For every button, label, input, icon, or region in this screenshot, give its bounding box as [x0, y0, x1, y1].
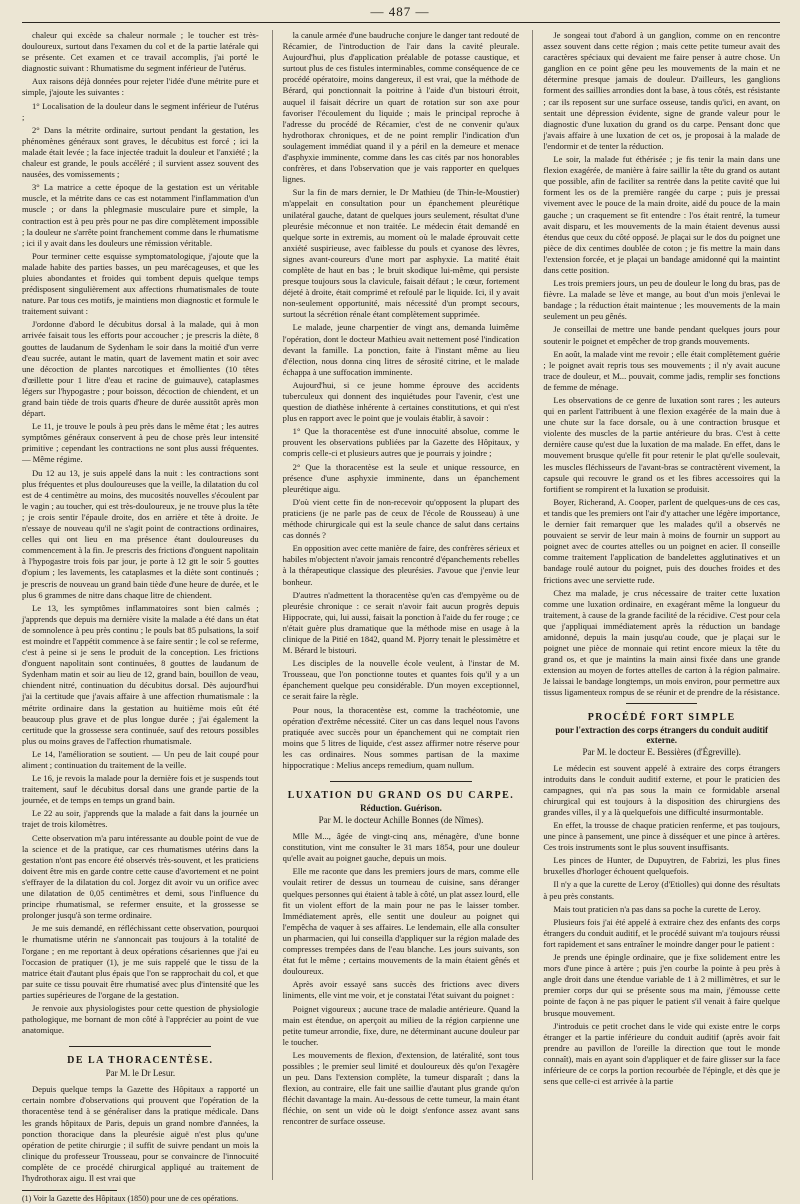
article-byline: Par M. le docteur Achille Bonnes (de Nîmes). [318, 815, 484, 826]
paragraph: Je renvoie aux physiologistes pour cette question de physiologie pathologique, me bornant de mon côté à l'apprécier au point de vue anatomique. [22, 1002, 259, 1036]
paragraph: J'introduis ce petit crochet dans le vide qui existe entre le corps étranger et la partie inférieure du conduit auditif (après avoir fait prendre au pavillon de l'oreille la direction que tout le monde connaît), mais en ayant soin d'appliquer et de faire glisser sur la face inférieure de ce corps la portion recourbée de l'épingle, et dès que je sens que celle-ci est arrivée à la partie [543, 1020, 781, 1087]
article-byline: Par M. le Dr Lesur. [105, 1068, 176, 1079]
column-2-body [283, 30, 520, 771]
article-subtitle: Réduction. Guérison. [360, 803, 442, 814]
paragraph: Le 22 au soir, j'apprends que la malade a fait dans la journée un trajet de trois kilomètres. [22, 808, 259, 830]
paragraph: Je prends une épingle ordinaire, que je fixe solidement entre les mors d'une pince à artère ; puis j'en courbe la pointe à peu près à angle droit dans une étendue variable de 1 à 2 millimètres, et sur le premier corps dur qui se présente sous ma main, j'émousse cette pointe de façon à ne pas piquer le patient s'il venait à faire quelque brusque mouvement. [543, 952, 781, 1018]
paragraph: Elle me raconte que dans les premiers jours de mars, comme elle voulait retirer de dessus un tourneau de cuisine, sans déranger quelques personnes qui étaient à table à côté, un plat assez lourd, elle fit un violent effort de la main pour ne pas le laisser tomber. Immédiatement après, elle sentit une douleur au poignet qui l'empêcha de vaquer à ses affaires. Le lendemain, elle alla consulter un pharmacien, qui lui conseilla d'appliquer sur la région malade des compresses trempées dans de l'eau blanche. Les jours suivants, son état fut le même ; certains mouvements de la main étaient gênés et douloureux. [282, 866, 520, 977]
paragraph: En opposition avec cette manière de faire, des confrères sérieux et habiles m'objectent n'avoir jamais rencontré d'épanchements rebelles à la thérapeutique classique des pleurésies. J'avoue que j'envie leur bonheur. [282, 543, 520, 587]
section-divider [69, 1046, 211, 1047]
paragraph: Du 12 au 13, je suis appelé dans la nuit : les contractions sont plus fréquentes et plus douloureuses que la veille, la dilatation du col est de 4 centimètre au moins, des mucosités nouvelles s'écoulent par le vagin ; au toucher, qui est très-douloureux, je ne trouve plus la tête ; je crois sentir l'épaule droite, dos en arrière et tête à droite. Je n'essaye de nouveau qu'il ne s'agit point de contractions ordinaires, celles qui ont lieu en ma présence étant douloureuses du commencement à la fin. Je prescris des frictions d'onguent napolitain à l'hypogastre trois fois par jour, je porte à 12 gtt le soir 5 gouttes d'opium ; les lavements, les cataplasmes et la diète sont continués ; je prescris de nouveau un grand bain tiède d'une heure de durée, et le plus 6 grammes de nitre dans chaque litre de chiendent. [22, 467, 259, 600]
paragraph: 2° Dans la métrite ordinaire, surtout pendant la gestation, les phénomènes généraux sont graves, le décubitus est forcé ; ici la malade était levée ; la face injectée traduit la douleur et l'anxiété ; la chaleur est grande, le pouls accéléré ; il survient assez souvent des nausées, des vomissements ; [22, 124, 259, 180]
paragraph: Mais tout praticien n'a pas dans sa poche la curette de Leroy. [553, 903, 761, 914]
paragraph: Pour nous, la thoracentèse est, comme la trachéotomie, une opération d'extrême nécessité. Citer un cas dans lequel nous l'avons pratiquée avec succès pour un épanchement qui ne comptait rien moins que 5 litres de liquide, c'est assez affirmer notre réserve pour les cas ordinaires. Nous sommes partisan de la maxime hippocratique : Melius anceps remedium, quam nullum. [282, 704, 520, 770]
paragraph: En effet, la trousse de chaque praticien renferme, et pas toujours, une pince à pansement, une pince à disséquer et une pince à artères. Ces trois instruments sont le plus souvent insuffisants. [543, 820, 781, 853]
column-3-body [543, 30, 780, 699]
paragraph: D'où vient cette fin de non-recevoir qu'opposent la plupart des praticiens (je ne parle pas de ceux de l'école de Rousseau) à une méthode chirurgicale qui est la seule chance de salut dans certains cas donnés ? [282, 496, 520, 541]
footnote: (1) Voir la Gazette des Hôpitaux (1850) pour une de ces opérations. [22, 1194, 239, 1204]
paragraph: Plusieurs fois j'ai été appelé à extraire chez des enfants des corps étrangers du conduit auditif, et le procédé suivant m'a toujours réussi fort rapidement et sans entraîner le moindre danger pour le patient : [543, 916, 781, 949]
column-1-article-body [22, 1084, 259, 1184]
paragraph: Après avoir essayé sans succès des frictions avec divers liniments, elle vint me voir, et je constatai l'état suivant du poignet : [282, 979, 520, 1001]
article-title: DE LA THORACENTÈSE. [67, 1055, 214, 1067]
section-divider [626, 703, 697, 704]
paragraph: Il n'y a que la curette de Leroy (d'Etiolles) qui donne des résultats à peu près constants. [543, 879, 781, 901]
paragraph: la canule armée d'une baudruche conjure le danger tant redouté de Récamier, de l'introduction de l'air dans la cavité pleurale. Aujourd'hui, plus d'application préalable de potasse caustique, et surtout plus de ces fistules interminables, comme conséquence de ce procédé opératoire, moins dangereux, il est vrai, que la méthode de Bérard, qui ponctionnait la poitrine à l'aide d'un bistouri étroit, auquel il faisait décrire un quart de rotation sur son axe pour favoriser l'écoulement du liquide ; mais le principal reproche à l'adresse du procédé de Récamier, c'est de ne convenir qu'aux hydrothorax chroniques, et de ne point remplir l'indication d'un soulagement immédiat quand il y a péril en la demeure et menace d'asphyxie imminente, comme dans les cas cités par nos honorables confrères, et dans l'observation que je vais rapporter en quelques lignes. [282, 30, 520, 185]
paragraph: Les observations de ce genre de luxation sont rares ; les auteurs qui en parlent l'attribuent à une flexion exagérée de la main due à une chute sur la face dorsale, ou à une contraction brusque et violente des muscles de la partie antérieure du bras. C'est à cette dernière cause qu'est due la luxation de ma malade. En effet, dans le mouvement brusque qu'elle fit pour retenir le plat qu'elle soulevait, les muscles fléchisseurs de l'avant-bras se contractèrent vivement, la capsule qui recouvre le grand os et les fibres accessoires qui la fortifient se rompirent et la luxation se produisit. [543, 395, 781, 494]
article-title: PROCÉDÉ FORT SIMPLE [587, 711, 736, 723]
paragraph: Les trois premiers jours, un peu de douleur le long du bras, pas de fièvre. La malade se lève et mange, au bout d'un mois j'enlevai le bandage ; la réduction était maintenue ; les mouvements de la main seulement un peu gênés. [543, 278, 781, 322]
paragraph: Les pinces de Hunter, de Dupuytren, de Fabrizi, les plus fines bruxelles d'horloger échouent quelquefois. [543, 855, 781, 877]
footnote-rule [22, 1190, 117, 1191]
paragraph: Aujourd'hui, si ce jeune homme éprouve des accidents tuberculeux qui donnent des inquiétudes pour l'avenir, c'est une question de diathèse inhérente à certaines constitutions, et qui n'est plus en rapport avec le point que je voulais établir, à savoir : [282, 379, 520, 424]
paragraph: Je me suis demandé, en réfléchissant cette observation, pourquoi le rhumatisme utérin ne s'annoncait pas toujours à la totalité de l'organe ; en me reportant à deux opérations césariennes que j'ai eu l'occasion de pratiquer (1), je me suis rappelé que le tissu de la matrice était d'autant plus épais que l'on se rapprochait du col, et que par suite ce tissu pouvait être rhumatisé avec plus d'intensité que les parties supérieures de l'organe de la gestation. [22, 923, 259, 1000]
paragraph: Chez ma malade, je crus nécessaire de traiter cette luxation comme une luxation ordinaire, en exagérant même la longueur du traitement, à cause de la grande facilité de la récidive. C'est pour cela que j'appliquai immédiatement après la réduction un bandage amidonné, depuis la main jusqu'au coude, que je plaçai sur le poignet une pièce de monnaie qui retint encore mieux la tête du grand os, et que je maintins la main ainsi fixée dans une grande extension au moyen de fortes attelles de carton à la région palmaire. Je laissai le bandage longtemps, un mois environ, pour permettre aux tissus ligamenteux rompus de se réunir et de prendre de la résistance. [543, 587, 781, 698]
paragraph: Boyer, Richerand, A. Cooper, parlent de quelques-uns de ces cas, et tandis que les premiers ont l'air d'y attacher une légère importance, le dernier fait remarquer que les malades qu'il a observés ne pouvaient se servir de leur main à moins de fournir un support au poignet avec de courtes attelles ou un poignet en acier. Il conseille comme traitement l'application de bandelettes agglutinatives et un bandage roulé autour du poignet, puis des douches froides et des frictions avec une serviette rude. [543, 496, 781, 585]
paragraph: Pour terminer cette esquisse symptomatologique, j'ajoute que la malade habite des parties basses, un peu marécageuses, et que les pluies abondantes et froides qui tombent depuis quelque temps prédisposent singulièrement aux affections rhumatismales de toute nature. Par tous ces motifs, je maintiens mon diagnostic et formule le traitement suivant : [22, 250, 259, 317]
paragraph: Le 14, l'amélioration se soutient. — Un peu de lait coupé pour aliment ; continuation du traitement de la veille. [22, 748, 259, 770]
paragraph: 1° Que la thoracentèse est d'une innocuité absolue, comme le prouvent les observations publiées par la Gazette des Hôpitaux, y compris celle-ci et plusieurs autres que je pourrais y joindre ; [282, 426, 520, 459]
paragraph: Poignet vigoureux ; aucune trace de maladie antérieure. Quand la main est étendue, on aperçoit au milieu de la région carpienne une petite tumeur arrondie, fixe, dure, ne déterminant aucune douleur par le toucher. [282, 1003, 520, 1047]
columns [22, 30, 781, 1204]
paragraph: 2° Que la thoracentèse est la seule et unique ressource, en présence d'une asphyxie imminente, dans un épanchement pleurétique aigu. [282, 461, 520, 494]
paragraph: J'ordonne d'abord le décubitus dorsal à la malade, qui à mon arrivée faisait tous les efforts pour accoucher ; je prescris la diète, 8 gouttes de laudanum de Sydenham le soir dans la moitié d'un verre d'eau sucrée, autant le matin, quart de lavement matin et soir avec une décoction de plantes narcotiques et émollientes (10 têtes d'œillette pour 1 litre d'eau et racine de guimauve), cataplasmes légers sur l'hypogastre ; pour boisson, décoction de chiendent, et un grand bain tiède de trois quarts d'heure de durée aussitôt après mon départ. [22, 319, 259, 419]
article-subtitle: pour l'extraction des corps étrangers du conduit auditif externe. [555, 724, 768, 745]
paragraph: Je songeai tout d'abord à un ganglion, comme on en rencontre assez souvent dans cette région ; mais cette petite tumeur avait des caractères spéciaux qui devaient me faire penser à autre chose. Un ganglion en ce point gêne peu les mouvements de la main et ne détermine presque jamais de douleur. D'ailleurs, les ganglions forment des saillies arrondies dont la base, à tous côtés, est résistante ; car ils reposent sur une surface osseuse, tandis qu'ici, en avant, on sentait une dépression évidente, signe de grande valeur pour le diagnostic d'une luxation du grand os du carpe. Pensant donc que j'avais affaire à une luxation de cet os, je proposai à la malade de l'endormir et de tenter la réduction. [543, 30, 781, 151]
paragraph: 1° Localisation de la douleur dans le segment inférieur de l'utérus ; [22, 100, 259, 122]
column-3 [532, 30, 780, 1180]
header-rule [22, 22, 780, 23]
paragraph: 3° La matrice a cette époque de la gestation est un véritable muscle, et la métrite dans ce cas est notamment l'inflammation d'un muscle ; or dans la phlegmasie musculaire pure et simple, la contraction est à peu près pour ne pas dire complètement impossible ; la douleur ne s'arrête point franchement comme dans le rhumatisme ; ici il y avait dans les douleurs une rémission véritable. [22, 182, 259, 248]
paragraph: Le soir, la malade fut éthérisée ; je fis tenir la main dans une flexion exagérée, de manière à faire saillir la tête du grand os autant que possible, afin de faciliter sa rentrée dans la petite cavité que lui forment les os de la première rangée du carpe ; puis je pressai vivement avec le pouce de la main droite, aidé du pouce de la main gauche ; un craquement se fit entendre : l'os était rentré, la tumeur avait disparu, et les mouvements de la main étaient devenus aussi étendus que ceux du côté opposé. Je plaçai sur le dos du poignet une pièce de dix centimes doublée de coton ; je fis mettre la main dans l'extension forcée, et je plaçai un bandage amidonné qui la maintint dans cette position. [543, 154, 781, 275]
article-title: LUXATION DU GRAND OS DU CARPE. [287, 790, 515, 802]
paragraph: Le 13, les symptômes inflammatoires sont bien calmés ; j'apprends que depuis ma dernière visite la malade a été dans un état de somnolence à peu près continu ; le pouls bat 85 pulsations, la soif est moindre et l'appétit commence à se faire sentir ; le col se referme, c'est à peine si je sens le produit de la conception. Les frictions d'onguent napolitain sont continuées, 8 gouttes de laudanum de Sydenham matin et soir au lieu de 12, grand bain, bouillon de veau, chiendent nitré, continuation du décubitus dorsal. Dès aujourd'hui j'ai la certitude que j'avais affaire à une affection rhumatismale : la métrite ordinaire dans la gestation au huitième mois eût été beaucoup plus grave et de plus longue durée ; j'ai également la certitude que la grossesse sera continuée, sauf des retours possibles plus ou moins graves de l'affection rhumatismale. [22, 602, 259, 746]
paragraph: Les mouvements de flexion, d'extension, de latéralité, sont tous possibles ; le premier seul limité et douloureux dès qu'on l'exagère un peu. Dans l'extension complète, la tumeur disparaît ; dans la flexion, au contraire, elle fait une saillie d'autant plus grande qu'on fléchit davantage la main. Au-dessous de cette tumeur, la main étant fléchie, on sent un vide où le doigt s'enfonce assez avant sans rencontrer de surface osseuse. [282, 1049, 520, 1127]
column-1-body [22, 30, 259, 1036]
section-divider [330, 781, 472, 782]
paragraph: Sur la fin de mars dernier, le Dr Mathieu (de Thin-le-Moustier) m'appelait en consultation pour un épanchement pleurétique unilatéral gauche, datant de quelques jours seulement, résultat d'une pleurésie méconnue et non traitée. Le médecin était demandé en quelque sorte in extremis, au moment où le malade éprouvait cette anxiété suspirieuse, avec faiblesse du pouls et cyanose des lèvres, signes avant-coureurs d'une mort par asphyxie. La matité était complète de haut en bas ; le bruit skodique lui-même, qui persiste presque toujours sous la clavicule, faisait défaut ; le cœur, fortement déjeté à droite, était comprimé et refoulé par le liquide. Ici, il y avait non-seulement opportunité, mais nécessité d'un prompt secours, surtout la sécrétion rénale étant complètement supprimée. [282, 187, 520, 320]
article-byline: Par M. le docteur E. Bessières (d'Égreville). [582, 746, 741, 757]
paragraph: Le 16, je revois la malade pour la dernière fois et je suspends tout traitement, sauf le décubitus dorsal dans une grande partie de la journée, et de temps en temps un grand bain. [22, 773, 259, 806]
column-2 [272, 30, 520, 1180]
paragraph: Je conseillai de mettre une bande pendant quelques jours pour soutenir le poignet et empêcher de trop grands mouvements. [543, 324, 781, 346]
paragraph: Les disciples de la nouvelle école veulent, à l'instar de M. Trousseau, que l'on ponctionne toutes et quantes fois qu'il y a un épanchement quelque peu considérable. D'un moyen exceptionnel, ce serait faire la règle. [282, 658, 520, 702]
paragraph: Le 11, je trouve le pouls à peu près dans le même état ; les autres symptômes généraux conservent à peu de chose près leur intensité primitive ; cependant les contractions ne sont plus aussi fréquentes. — Même régime. [22, 421, 259, 465]
paragraph: chaleur qui excède sa chaleur normale ; le toucher est très-douloureux, surtout dans l'examen du col et de la partie latérale qui se présente. Cet examen et ce travail accomplis, j'ai porté le diagnostic suivant : Rhumatisme du segment inférieur de l'utérus. [22, 30, 259, 74]
paragraph: Aux raisons déjà données pour rejeter l'idée d'une métrite pure et simple, j'ajoute les suivantes : [22, 76, 259, 98]
column-1 [22, 30, 259, 1204]
paragraph: D'autres n'admettent la thoracentèse qu'en cas d'empyème ou de pleurésie chronique : ce serait n'avoir fait aucun progrès depuis Hippocrate, qui, lui aussi, faisait la ponction à l'aide du fer rouge ; ce n'était guère plus dramatique que la méthode mise en usage à la clinique de la Pitié en 1842, quand M. Pjorry tenait le plessimètre et M. Bérard le bistouri. [282, 589, 520, 656]
paragraph: Le médecin est souvent appelé à extraire des corps étrangers introduits dans le conduit auditif externe, et pour le praticien des campagnes, qui n'a pas sous la main ce formidable arsenal chirurgical qui est toujours à la disposition des chirurgiens des grandes villes, il y a là quelquefois une difficulté insurmontable. [543, 762, 781, 817]
column-2-article-body [283, 831, 520, 1127]
paragraph: Mlle M..., âgée de vingt-cinq ans, ménagère, d'une bonne constitution, vint me consulter le 31 mars 1854, pour une douleur qu'elle avait au poignet gauche, depuis un mois. [282, 831, 520, 864]
paragraph: Cette observation m'a paru intéressante au double point de vue de la science et de la pratique, car ces rhumatismes utérins dans la gestation n'ont pas encore été observés très-souvent, et les praticiens doivent être mis en garde contre cette cause d'avortement et ne point s'effrayer de la dilatation du col. Jorgez dit avoir vu un orifice avec une dilatation de 0,05 centimètres et demi, sous l'influence du principe rhumatismal, se refermer ensuite, et la grossesse se prolonger jusqu'à son terme ordinaire. [22, 832, 259, 921]
paragraph: Depuis quelque temps la Gazette des Hôpitaux a rapporté un certain nombre d'observations qui prouvent que l'opération de la thoracentèse tend à se généraliser dans la pratique médicale. Dans les grands hôpitaux de Paris, depuis un grand nombre d'années, la ponction thoracique dans la pleurésie aiguë n'est plus qu'une opération de petite chirurgie ; il suffit de suivre pendant un mois la clinique du professeur Trousseau, pour se convaincre de l'innocuité complète de ce procédé chirurgical appliqué au traitement de l'hydrothorax aigu. Il est vrai que [22, 1084, 259, 1183]
column-3-article-body [543, 763, 780, 1088]
paragraph: Le malade, jeune charpentier de vingt ans, demanda luimême l'opération, dont le docteur Mathieu avait nettement posé l'indication devant la famille. La ponction, faite à l'instant même au lieu d'élection, nous donna cinq litres de sérosité citrine, et le malade échappa à une suffocation imminente. [282, 322, 520, 377]
page-number: — 487 — [370, 4, 430, 19]
paragraph: En août, la malade vint me revoir ; elle était complètement guérie ; le poignet avait repris tous ses mouvements ; il n'y avait aucune trace de douleur, et M... pouvait, comme jadis, remplir ses fonctions de femme de ménage. [543, 348, 781, 392]
